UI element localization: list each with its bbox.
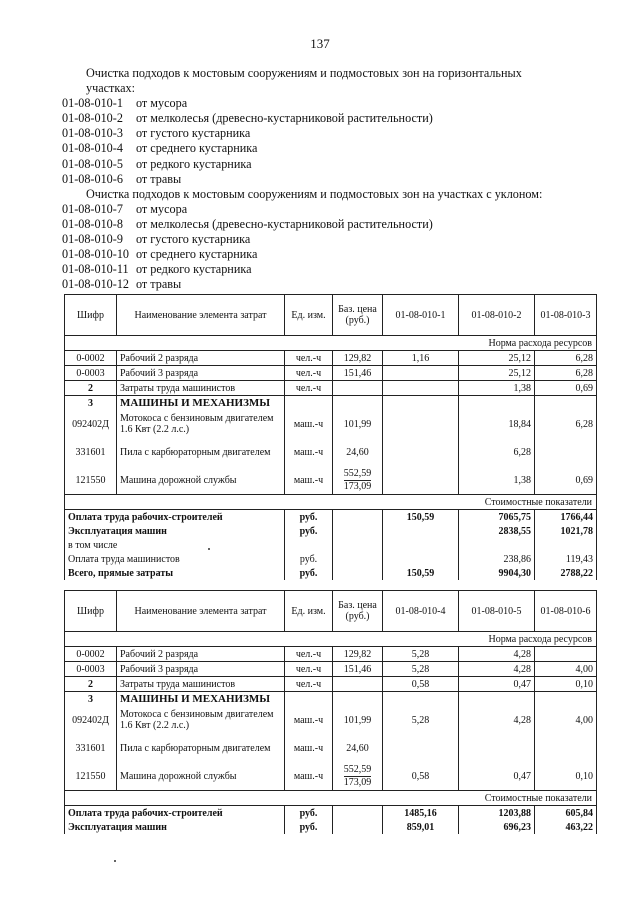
table-cell: 4,00 — [535, 662, 597, 677]
item-text: от мелколесья (древесно-кустарниковой растительности) — [136, 216, 433, 231]
item-code: 01-08-010-3 — [62, 126, 123, 141]
table-cell: 1021,78 — [535, 524, 597, 538]
table-cell: 119,43 — [535, 552, 597, 566]
item-text: от травы — [136, 277, 182, 292]
table-cell: 101,99 — [333, 706, 383, 734]
table-cell: 092402Д — [65, 410, 117, 438]
table-cell: 1203,88 — [459, 806, 535, 821]
table-cell: 4,28 — [459, 662, 535, 677]
item-text: от редкого кустарника — [136, 262, 252, 277]
table-cell: 151,46 — [333, 662, 383, 677]
item-text: от травы — [136, 171, 182, 186]
table-cell: чел.-ч — [285, 366, 333, 381]
table-cell: маш.-ч — [285, 410, 333, 438]
table-cell: 1766,44 — [535, 510, 597, 525]
table-cell: Машина дорожной службы — [117, 466, 285, 495]
table-cell: 2788,22 — [535, 566, 597, 580]
header-rate-code: 01-08-010-6 — [535, 591, 597, 632]
table-cell — [535, 647, 597, 662]
table-cell — [535, 438, 597, 466]
table-cell: Пила с карбюраторным двигателем — [117, 438, 285, 466]
header-rate-code: 01-08-010-4 — [383, 591, 459, 632]
table-cell: 101,99 — [333, 410, 383, 438]
table-cell: чел.-ч — [285, 662, 333, 677]
table-row — [65, 524, 597, 538]
list-item — [62, 157, 582, 172]
table-cell: 4,28 — [459, 706, 535, 734]
table-cell: руб. — [285, 806, 333, 821]
list-item — [62, 277, 582, 292]
header-price: Баз. цена (руб.) — [333, 591, 383, 632]
table-row — [65, 438, 597, 466]
table-row — [65, 734, 597, 762]
table-cell — [535, 692, 597, 707]
header-row — [65, 591, 597, 632]
table-cell — [383, 410, 459, 438]
header-unit: Ед. изм. — [285, 295, 333, 336]
item-code: 01-08-010-2 — [62, 111, 123, 126]
header-rate-code: 01-08-010-2 — [459, 295, 535, 336]
table-row — [65, 820, 597, 834]
table-cell: чел.-ч — [285, 677, 333, 692]
table-row — [65, 706, 597, 734]
table-cell: 0-0002 — [65, 351, 117, 366]
table-cell: 5,28 — [383, 662, 459, 677]
item-text: от среднего кустарника — [136, 247, 258, 262]
table-cell: 0,58 — [383, 677, 459, 692]
item-code: 01-08-010-8 — [62, 216, 123, 231]
table-row — [65, 510, 597, 525]
table-cell — [383, 524, 459, 538]
table-cell: 0,10 — [535, 677, 597, 692]
table-cell — [383, 438, 459, 466]
header-rate-code: 01-08-010-3 — [535, 295, 597, 336]
table-cell: 1,38 — [459, 466, 535, 495]
section-row — [65, 336, 597, 351]
heading-horizontal: Очистка подходов к мостовым сооружениям и подмостовых зон на горизонтальных — [86, 66, 522, 80]
table-cell: Рабочий 3 разряда — [117, 366, 285, 381]
table-cell — [383, 381, 459, 396]
resource-table-1 — [64, 294, 597, 580]
intro-text — [62, 66, 582, 292]
item-code: 01-08-010-4 — [62, 141, 123, 156]
item-code: 01-08-010-7 — [62, 201, 123, 216]
table-cell: Оплата труда машинистов — [65, 552, 285, 566]
table-cell: 859,01 — [383, 820, 459, 834]
table-cell — [333, 692, 383, 707]
header-code: Шифр — [65, 295, 117, 336]
table-cell: руб. — [285, 524, 333, 538]
table-row — [65, 366, 597, 381]
price-top: 552,59 — [343, 763, 372, 775]
table-cell: маш.-ч — [285, 706, 333, 734]
item-text: от мусора — [136, 96, 188, 111]
item-text: от мусора — [136, 201, 188, 216]
table-cell — [383, 692, 459, 707]
table-row — [65, 762, 597, 791]
table-cell: 1485,16 — [383, 806, 459, 821]
table-cell: Затраты труда машинистов — [117, 677, 285, 692]
table-cell: 0,69 — [535, 381, 597, 396]
table-cell — [333, 396, 383, 411]
table-cell: Машина дорожной службы — [117, 762, 285, 791]
table-cell: чел.-ч — [285, 647, 333, 662]
table-cell: 121550 — [65, 762, 117, 791]
mech-title: МАШИНЫ И МЕХАНИЗМЫ — [117, 396, 285, 411]
table-cell — [383, 734, 459, 762]
table-cell: 18,84 — [459, 410, 535, 438]
table-cell: 150,59 — [383, 566, 459, 580]
table-cell — [383, 466, 459, 495]
table-cell: 9904,30 — [459, 566, 535, 580]
list-item — [62, 96, 582, 111]
table-cell — [333, 552, 383, 566]
table-row — [65, 381, 597, 396]
table-cell — [285, 692, 333, 707]
table-cell: 121550 — [65, 466, 117, 495]
table-cell: 4,00 — [535, 706, 597, 734]
header-rate-code: 01-08-010-5 — [459, 591, 535, 632]
section-norma: Норма расхода ресурсов — [65, 336, 597, 351]
table-cell: 0,47 — [459, 677, 535, 692]
table-cell — [333, 806, 383, 821]
table-cell: руб. — [285, 820, 333, 834]
table-cell — [333, 524, 383, 538]
table-cell: Всего, прямые затраты — [65, 566, 285, 580]
header-name: Наименование элемента затрат — [117, 591, 285, 632]
table-cell: 150,59 — [383, 510, 459, 525]
price-fraction — [333, 466, 383, 495]
table-cell: чел.-ч — [285, 351, 333, 366]
list-slope — [62, 202, 582, 293]
list-item — [62, 247, 582, 262]
table-cell: 3 — [65, 396, 117, 411]
table-cell: маш.-ч — [285, 466, 333, 495]
item-text: от густого кустарника — [136, 232, 251, 247]
table-cell: 24,60 — [333, 438, 383, 466]
table-cell — [383, 366, 459, 381]
table-row — [65, 410, 597, 438]
section-row — [65, 495, 597, 510]
header-name: Наименование элемента затрат — [117, 295, 285, 336]
table-cell — [459, 396, 535, 411]
section-row — [65, 632, 597, 647]
table-cell: 092402Д — [65, 706, 117, 734]
speck-mark — [208, 548, 210, 550]
list-item — [62, 141, 582, 156]
table-row — [65, 466, 597, 495]
list-item — [62, 217, 582, 232]
mech-title: МАШИНЫ И МЕХАНИЗМЫ — [117, 692, 285, 707]
table-cell: Эксплуатация машин — [65, 820, 285, 834]
item-code: 01-08-010-5 — [62, 156, 123, 171]
table-cell: 0,58 — [383, 762, 459, 791]
table-row — [65, 806, 597, 821]
speck-mark — [114, 860, 116, 862]
table-cell: маш.-ч — [285, 438, 333, 466]
table-cell — [333, 510, 383, 525]
table-cell: 7065,75 — [459, 510, 535, 525]
table-cell: 0-0003 — [65, 662, 117, 677]
table-cell: маш.-ч — [285, 762, 333, 791]
table-cell: Затраты труда машинистов — [117, 381, 285, 396]
table-row — [65, 662, 597, 677]
header-rate-code: 01-08-010-1 — [383, 295, 459, 336]
header-unit: Ед. изм. — [285, 591, 333, 632]
table-cell: 0-0003 — [65, 366, 117, 381]
table-cell — [333, 381, 383, 396]
table-cell — [535, 396, 597, 411]
table-cell: руб. — [285, 552, 333, 566]
item-text: от густого кустарника — [136, 126, 251, 141]
table-cell: маш.-ч — [285, 734, 333, 762]
price-fraction — [333, 762, 383, 791]
table-cell — [459, 538, 535, 552]
table-row — [65, 552, 597, 566]
table-cell: 331601 — [65, 734, 117, 762]
table-cell: 25,12 — [459, 366, 535, 381]
heading-horizontal-cont: участках: — [86, 81, 135, 96]
table-cell: чел.-ч — [285, 381, 333, 396]
list-item — [62, 172, 582, 187]
item-code: 01-08-010-11 — [62, 262, 129, 277]
table-cell: 2838,55 — [459, 524, 535, 538]
table-cell: в том числе — [65, 538, 285, 552]
table-cell: 0,47 — [459, 762, 535, 791]
item-code: 01-08-010-1 — [62, 96, 123, 111]
table-cell — [285, 396, 333, 411]
table-cell: 0,69 — [535, 466, 597, 495]
table-cell: 129,82 — [333, 351, 383, 366]
table-cell: 2 — [65, 381, 117, 396]
item-text: от среднего кустарника — [136, 141, 258, 156]
mech-header-row — [65, 692, 597, 707]
resource-table-2 — [64, 590, 597, 834]
table-cell: 696,23 — [459, 820, 535, 834]
table-cell: 605,84 — [535, 806, 597, 821]
item-text: от мелколесья (древесно-кустарниковой растительности) — [136, 111, 433, 126]
table-cell: 24,60 — [333, 734, 383, 762]
table-cell — [285, 538, 333, 552]
table-cell — [459, 734, 535, 762]
table-cell: 331601 — [65, 438, 117, 466]
table-cell — [383, 552, 459, 566]
table-cell — [333, 677, 383, 692]
list-item — [62, 111, 582, 126]
table-cell: 5,28 — [383, 647, 459, 662]
table-cell — [383, 538, 459, 552]
page-number: 137 — [310, 36, 330, 51]
section-cost: Стоимостные показатели — [65, 791, 597, 806]
header-price: Баз. цена (руб.) — [333, 295, 383, 336]
table-cell: Рабочий 3 разряда — [117, 662, 285, 677]
table-cell: 6,28 — [535, 351, 597, 366]
price-bottom: 173,09 — [343, 480, 372, 492]
table-cell — [459, 692, 535, 707]
list-item — [62, 126, 582, 141]
table-cell — [333, 538, 383, 552]
table-cell: Оплата труда рабочих-строителей — [65, 510, 285, 525]
list-horizontal — [62, 96, 582, 187]
price-fraction — [344, 764, 372, 789]
table-cell: 2 — [65, 677, 117, 692]
item-text: от редкого кустарника — [136, 156, 252, 171]
section-norma: Норма расхода ресурсов — [65, 632, 597, 647]
table-cell: 463,22 — [535, 820, 597, 834]
table-row — [65, 647, 597, 662]
table-cell: 25,12 — [459, 351, 535, 366]
list-item — [62, 202, 582, 217]
table-cell: Оплата труда рабочих-строителей — [65, 806, 285, 821]
table-cell: 6,28 — [459, 438, 535, 466]
table-cell — [535, 538, 597, 552]
table-cell: Мотокоса с бензиновым двигателем 1.6 Квт (2.2 л.с.) — [117, 706, 285, 734]
item-code: 01-08-010-6 — [62, 171, 123, 186]
table-cell: 1,38 — [459, 381, 535, 396]
item-code: 01-08-010-12 — [62, 277, 130, 292]
section-cost: Стоимостные показатели — [65, 495, 597, 510]
table-row — [65, 538, 597, 552]
table-cell: 4,28 — [459, 647, 535, 662]
header-row — [65, 295, 597, 336]
table-row — [65, 351, 597, 366]
heading-slope: Очистка подходов к мостовым сооружениям и подмостовых зон на участках с уклоном: — [86, 186, 543, 201]
table-cell: 0,10 — [535, 762, 597, 791]
table-cell — [333, 566, 383, 580]
table-cell: 6,28 — [535, 410, 597, 438]
table-cell: 238,86 — [459, 552, 535, 566]
table-cell: Мотокоса с бензиновым двигателем 1.6 Квт (2.2 л.с.) — [117, 410, 285, 438]
table-cell: 0-0002 — [65, 647, 117, 662]
table-row — [65, 677, 597, 692]
table-cell: 151,46 — [333, 366, 383, 381]
table-cell — [383, 396, 459, 411]
table-cell: Эксплуатация машин — [65, 524, 285, 538]
header-code: Шифр — [65, 591, 117, 632]
table-cell: 1,16 — [383, 351, 459, 366]
table-cell: Рабочий 2 разряда — [117, 351, 285, 366]
section-row — [65, 791, 597, 806]
list-item — [62, 232, 582, 247]
table-cell: руб. — [285, 510, 333, 525]
table-cell: 129,82 — [333, 647, 383, 662]
mech-header-row — [65, 396, 597, 411]
list-item — [62, 262, 582, 277]
item-code: 01-08-010-10 — [62, 247, 130, 262]
table-cell — [333, 820, 383, 834]
table-cell: 5,28 — [383, 706, 459, 734]
table-cell — [535, 734, 597, 762]
price-bottom: 173,09 — [343, 776, 372, 788]
table-cell: Рабочий 2 разряда — [117, 647, 285, 662]
price-fraction — [344, 468, 372, 493]
table-cell: 6,28 — [535, 366, 597, 381]
table-cell: 3 — [65, 692, 117, 707]
table-cell: руб. — [285, 566, 333, 580]
item-code: 01-08-010-9 — [62, 232, 123, 247]
price-top: 552,59 — [343, 467, 372, 479]
table-cell: Пила с карбюраторным двигателем — [117, 734, 285, 762]
table-row — [65, 566, 597, 580]
